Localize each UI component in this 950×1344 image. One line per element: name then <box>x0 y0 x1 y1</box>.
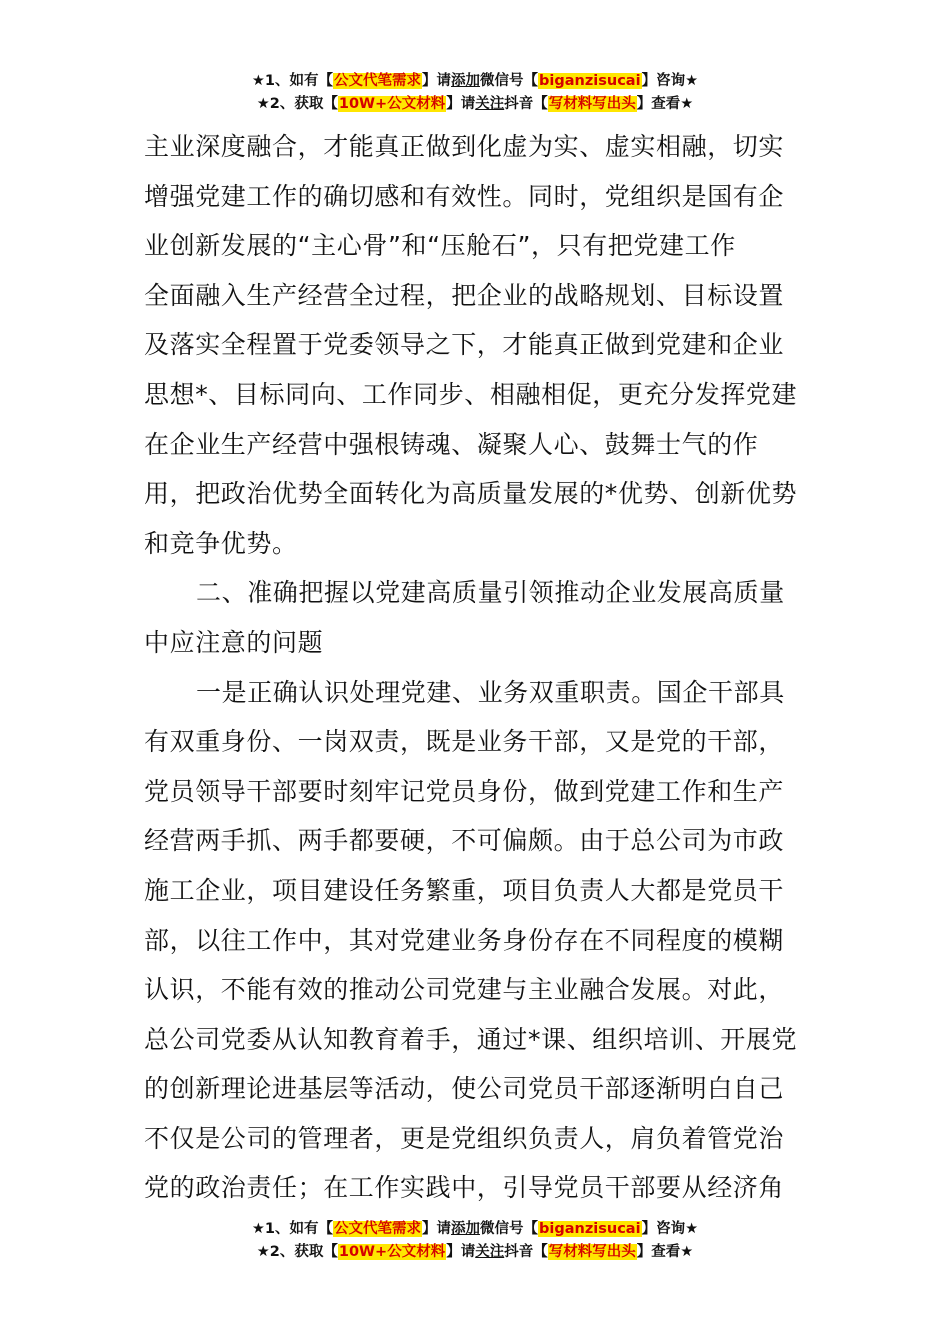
body-line: 主业深度融合，才能真正做到化虚为实、虚实相融，切实 <box>144 132 785 161</box>
banner-text: 】请 <box>446 1244 476 1260</box>
highlight-wechat-id: biganzisucai <box>539 73 641 89</box>
body-line: 有双重身份、一岗双责，既是业务干部，又是党的干部， <box>144 727 785 757</box>
body-line: 及落实全程置于党委领导之下，才能真正做到党建和企业 <box>144 330 785 360</box>
banner-text: 微信号【 <box>480 73 539 89</box>
body-line: 增强党建工作的确切感和有效性。同时，党组织是国有企 <box>144 181 785 211</box>
banner-line-2 <box>0 93 950 116</box>
body-line: 总公司党委从认知教育着手，通过*课、组织培训、开展党 <box>144 1024 798 1054</box>
body-line: 一是正确认识处理党建、业务双重职责。国企干部具 <box>196 677 785 707</box>
banner-line-1 <box>0 1218 950 1241</box>
body-line: 施工企业，项目建设任务繁重，项目负责人大都是党员干 <box>144 875 785 905</box>
banner-text: 】请 <box>422 73 452 89</box>
body-line: 在企业生产经营中强根铸魂、凝聚人心、鼓舞士气的作 <box>144 429 759 459</box>
banner-text: 】请 <box>446 96 476 112</box>
document-body <box>144 122 808 1213</box>
body-line: 用，把政治优势全面转化为高质量发展的*优势、创新优势 <box>144 479 798 509</box>
banner-text: 】咨询★ <box>641 73 699 89</box>
banner-text: ★2、获取【 <box>256 1244 338 1260</box>
highlight-douyin: 写材料写出头 <box>548 1244 636 1260</box>
banner-text: ★2、获取【 <box>256 96 338 112</box>
header-banner <box>0 70 950 116</box>
banner-text: 抖音【 <box>504 1244 548 1260</box>
highlight-materials: 10W+公文材料 <box>338 96 446 112</box>
highlight-douyin: 写材料写出头 <box>548 96 636 112</box>
highlight-service: 公文代笔需求 <box>334 1221 422 1237</box>
body-line: 全面融入生产经营全过程，把企业的战略规划、目标设置 <box>144 280 785 310</box>
banner-underlined: 关注 <box>475 96 505 112</box>
body-line: 认识，不能有效的推动公司党建与主业融合发展。对此， <box>144 975 785 1005</box>
banner-text: 微信号【 <box>480 1221 539 1237</box>
body-line: 的创新理论进基层等活动，使公司党员干部逐渐明白自己 <box>144 1074 785 1104</box>
banner-underlined: 添加 <box>451 73 481 89</box>
banner-underlined: 关注 <box>475 1244 505 1260</box>
body-line: 和竞争优势。 <box>144 528 298 558</box>
banner-text: ★1、如有【 <box>251 73 334 89</box>
body-line: 不仅是公司的管理者，更是党组织负责人，肩负着管党治 <box>144 1123 785 1153</box>
banner-text: 】查看★ <box>636 1244 694 1260</box>
banner-text: 】查看★ <box>636 96 694 112</box>
body-line: 思想*、目标同向、工作同步、相融相促，更充分发挥党建 <box>144 379 798 409</box>
banner-text: ★1、如有【 <box>251 1221 334 1237</box>
body-line: 业创新发展的“主心骨”和“压舱石”，只有把党建工作 <box>144 231 736 261</box>
section-heading: 二、准确把握以党建高质量引领推动企业发展高质量 <box>196 578 785 608</box>
banner-text: 抖音【 <box>504 96 548 112</box>
section-heading-cont: 中应注意的问题 <box>144 627 324 657</box>
body-line: 党员领导干部要时刻牢记党员身份，做到党建工作和生产 <box>144 776 785 806</box>
body-line: 经营两手抓、两手都要硬，不可偏颇。由于总公司为市政 <box>144 826 785 856</box>
banner-text: 】咨询★ <box>641 1221 699 1237</box>
highlight-service: 公文代笔需求 <box>334 73 422 89</box>
highlight-wechat-id: biganzisucai <box>539 1221 641 1237</box>
highlight-materials: 10W+公文材料 <box>338 1244 446 1260</box>
banner-line-2 <box>0 1241 950 1264</box>
footer-banner <box>0 1218 950 1264</box>
banner-underlined: 添加 <box>451 1221 481 1237</box>
body-line: 党的政治责任；在工作实践中，引导党员干部要从经济角 <box>144 1173 785 1203</box>
banner-line-1 <box>0 70 950 93</box>
body-line: 部，以往工作中，其对党建业务身份存在不同程度的模糊 <box>144 925 785 955</box>
banner-text: 】请 <box>422 1221 452 1237</box>
